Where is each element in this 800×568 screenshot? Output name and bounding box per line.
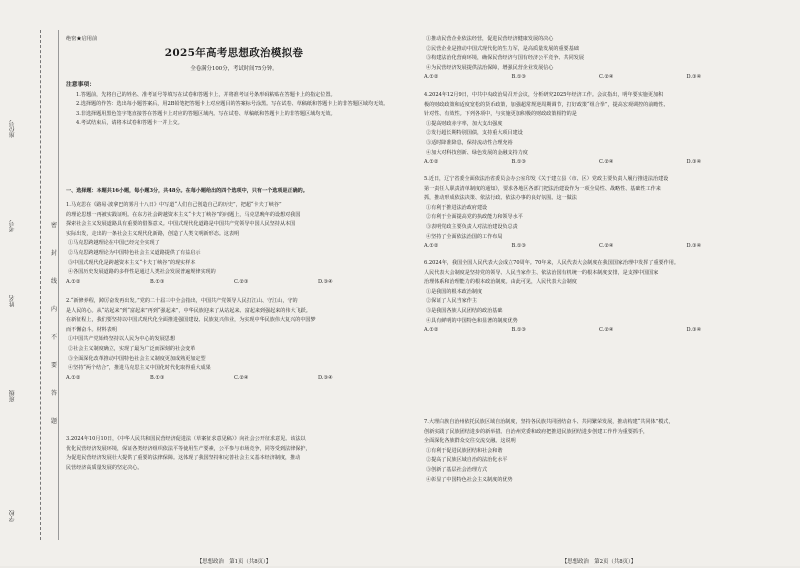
question-line: 3.2024年10月10日，《中华人民共和国民营经济促进法（草案征求意见稿）》向社会公开征求意见。该法以: [66, 436, 306, 442]
option-line: ②社会主义制度确立，实现了最为广泛而深刻的社会变革: [68, 345, 196, 352]
choice: D.③④: [318, 278, 333, 285]
page-footer: 【思想政治 第1页（共8页）】: [196, 559, 272, 565]
seal-char: 封: [50, 250, 57, 257]
seal-char: 内: [50, 306, 57, 313]
name-label: 姓名: [9, 295, 16, 307]
choice: C.②④: [599, 74, 614, 81]
question-line: 全面深化各族群众交往交流交融。这说明: [424, 438, 516, 445]
choice: C.②④: [234, 374, 249, 381]
seal-char: 题: [50, 418, 57, 425]
option-line: ④加大对科技创新、绿色发展的金融支持力度: [426, 149, 528, 156]
question-line: 1.马克思在《路易·波拿巴的雾月十八日》中写道“人们自己创造自己的历史”，把超“卡夫丁峡谷”: [66, 202, 282, 208]
choice: A.①②: [66, 278, 81, 285]
option-line: ③适时降准降息，保持流动性合理充裕: [426, 139, 513, 146]
question-line: 5.近日，辽宁省委全面依法治省委员会办公室印发《关于建立县（市、区）党政主要负责人履行推进法治建设: [424, 176, 669, 182]
choice: D.③④: [686, 74, 702, 81]
choice: B.①③: [150, 278, 165, 285]
answer-choices: [424, 73, 774, 83]
choice: C.②④: [599, 243, 614, 250]
question-line: 7.大理白族自治州依托民族区域自治制度，坚持各民族共同团结奋斗、共同繁荣发展，推动构建“共同体”模式，: [424, 419, 674, 425]
seat-number-label: 座位号: [9, 120, 16, 138]
question-line: 是人民的心。从“站起来”到“富起来”再到“强起来”，中华民族迎来了从站起来、富起来到强起来的伟大飞跃。: [66, 307, 311, 314]
option-line: ②民营企业是推动中国式现代化的生力军，是高质量发展的重要基础: [426, 45, 579, 52]
question-line: 为促进民营经济发展壮大提供了重要的法律保障。这体现了我国坚持和完善社会主义基本经济制度，推动: [66, 455, 301, 462]
choice: A.①②: [424, 243, 439, 250]
seal-char: 要: [50, 362, 57, 369]
question-line: 4.2024年12月9日，中共中央政治局召开会议，分析研究2025年经济工作。会议指出，明年要实施更加积: [424, 92, 664, 98]
answer-choices: [424, 158, 774, 168]
binding-margin: [0, 30, 64, 550]
question-line: 抓，推动形成依法决策、依法行政、依法办事的良好氛围。这一做法: [424, 195, 577, 202]
option-line: ①中国共产党始终坚持以人民为中心的发展思想: [68, 336, 175, 343]
option-line: ①有利于促进民族团结和社会和谐: [426, 447, 503, 454]
instruction-item: 1.答题前，先将自己的姓名、准考证号等填写在试卷和答题卡上，并将准考证号条形码粘贴在答题卡上的指定位置。: [76, 91, 336, 98]
option-line: ③中国式现代化是跨越资本主义“卡夫丁峡谷”的现实样本: [68, 259, 196, 266]
option-line: ④各国历史发展道路的多样性是通过人类社会发展普遍规律实现的: [68, 269, 216, 276]
left-column: [66, 35, 402, 565]
choice: B.①③: [150, 374, 165, 381]
question-5: [424, 175, 774, 252]
option-line: ④坚持“两个结合”，推进马克思主义中国化时代化取得重大成果: [68, 365, 211, 372]
seal-char: 密: [50, 222, 57, 229]
option-line: ②保证了人民当家作主: [426, 298, 477, 305]
instructions: [66, 81, 402, 129]
choice: B.①③: [511, 74, 526, 81]
choice: D.③④: [686, 327, 702, 334]
option-line: ④具有鲜明的中国特色和显著的制度优势: [426, 317, 518, 324]
option-line: ①推动民营企业依法经营，促进民营经济健康发展的决心: [426, 36, 554, 42]
choice: A.①②: [424, 327, 439, 334]
page-footer: 【思想政治 第2页（共8页）】: [561, 559, 637, 565]
question-line: 的理论思想一再被实践证明。在东方社会跨越资本主义“卡夫丁峡谷”的问题上，马克思晚年的设想对我国: [66, 211, 301, 218]
exam-number-label: 考号: [9, 220, 16, 232]
question-line: 治理体系和治理能力的根本政治制度。由此可见，人民代表大会制度: [424, 279, 577, 286]
question-3-options: [424, 35, 774, 83]
choice: A.①②: [424, 74, 439, 81]
option-line: ①马克思跨越理论在中国已经完全实现了: [68, 240, 160, 247]
question-line: 6.2024年，我国全国人民代表大会成立70周年。70年来，人民代表大会制度在我国国家治理中发挥了重要作用。: [424, 260, 679, 266]
question-line: 实际出发，走出的一条社会主义现代化新路，创造了人类文明新形态。这表明: [66, 230, 240, 237]
instruction-item: 2.选择题的作答：选出每小题答案后，用2B铅笔把答题卡上对应题目的答案标号涂黑。写在试卷、草稿纸和答题卡上的非答题区域均无效。: [76, 101, 389, 108]
option-line: ④为民营经济发展提供法治保障，增强民营企业发展信心: [426, 64, 554, 71]
question-line: 极的财政政策和适度宽松的货币政策，加强超常规逆周期调节，打好政策“组合拳”，提高宏观调控的前瞻性、: [424, 101, 669, 108]
seal-char: 不: [50, 334, 57, 341]
choice: C.②④: [599, 327, 614, 334]
question-line: 针对性、有效性。下列各项中，与实施更加积极的财政政策相符的是: [424, 111, 577, 118]
question-line: 民营经济高质量发展的坚定决心。: [66, 464, 143, 471]
question-line: 第一责任人职责清单制度的通知》，要求各地区各部门把法治建设作为一项全局性、战略性、基础性工作来: [424, 185, 661, 192]
seal-char: 线: [50, 278, 57, 285]
question-line: 优化民营经济发展环境，保证各类经济组织依法平等使用生产要素，公平参与市场竞争，同等受到法律保护，: [66, 445, 311, 452]
choice: B.①③: [511, 159, 526, 166]
confidential-tag: 绝密★启用前: [66, 36, 98, 42]
binding-line: [58, 30, 59, 540]
class-label: 班级: [9, 390, 16, 402]
option-line: ②发行超长期特别国债，支持重大项目建设: [426, 130, 523, 137]
choice: C.②④: [599, 159, 614, 166]
instruction-item: 4.考试结束后，请将本试卷和答题卡一并上交。: [76, 120, 183, 127]
answer-choices: [66, 374, 402, 384]
question-4: [424, 91, 774, 168]
answer-choices: [66, 278, 402, 288]
choice: B.①③: [511, 327, 526, 334]
choice: C.②③: [234, 278, 249, 285]
question-7: [424, 418, 774, 485]
option-line: ②有利于全面提高党的执政能力和领导水平: [426, 214, 523, 221]
right-column: [424, 35, 774, 565]
seal-char: 答: [50, 390, 57, 397]
question-3: [66, 435, 402, 473]
question-line: 2.“新修养程，踔厉奋发再出发。”党的二十届三中全会指出，中国共产党领导人民打江山、守江山，守的: [66, 298, 298, 304]
choice: D.③④: [686, 243, 702, 250]
option-line: ①有利于推进法治政府建设: [426, 204, 488, 211]
question-1: [66, 201, 402, 287]
option-line: ④彰显了中国特色社会主义制度的优势: [426, 476, 513, 483]
question-line: 人民代表大会制度是坚持党的领导、人民当家作主、依法治国有机统一的根本制度安排，是支撑中国国家: [424, 269, 659, 276]
question-line: 而不懈奋斗。材料表明: [66, 326, 117, 333]
exam-subtitle: 全卷满分100分，考试时间75分钟。: [190, 66, 278, 72]
option-line: ②提高了民族区域自治的法治化水平: [426, 457, 508, 464]
option-line: ①是我国的根本政治制度: [426, 288, 483, 295]
option-line: ③全面深化改革推动中国特色社会主义制度更加成熟更加定型: [68, 355, 206, 362]
option-line: ②马克思跨越理论为中国特色社会主义道路提供了有益启示: [68, 249, 201, 256]
option-line: ③创新了基层社会治理方式: [426, 466, 488, 473]
exam-title: 2025年高考思想政治模拟卷: [164, 47, 304, 59]
choice: A.①②: [66, 374, 81, 381]
school-label: 学校: [9, 510, 16, 522]
instruction-item: 3.非选择题用黑色签字笔直接答在答题卡上对应的答题区域内。写在试卷、草稿纸和答题卡上的非答题区域均无效。: [76, 110, 336, 117]
question-6: [424, 259, 774, 336]
option-line: ④坚持了全面依法治国的工作布局: [426, 233, 503, 240]
dashed-line: [40, 30, 41, 540]
question-line: 在新征程上，我们要坚持以中国式现代化全面推进强国建设、民族复兴伟业，为实现中华民族伟大复兴的中国梦: [66, 317, 316, 324]
option-line: ③表明党政主要负责人对法治建设负总责: [426, 223, 518, 230]
choice: D.③④: [686, 159, 702, 166]
section-heading: 一、选择题：本题共16小题，每小题3分，共48分。在每小题给出的四个选项中，只有一个选项是正确的。: [66, 188, 308, 194]
answer-choices: [424, 326, 774, 336]
choice: B.①③: [511, 243, 526, 250]
option-line: ③构建法治化营商环境，确保民营经济与国有经济公平竞争、共同发展: [426, 55, 584, 62]
option-line: ③是我国各族人民团结的政治基础: [426, 307, 503, 314]
answer-choices: [424, 242, 774, 252]
choice: D.③④: [318, 374, 333, 381]
question-2: [66, 297, 402, 383]
instructions-heading: 注意事项：: [66, 82, 95, 88]
question-line: 创新实践了民族团结进步的新举措。自治州党委和政府把推进民族团结进步创建工作作为重要抓手，: [424, 428, 649, 435]
option-line: ①提高财政赤字率，加大支出强度: [426, 120, 503, 127]
choice: A.①②: [424, 159, 439, 166]
question-line: 探索社会主义发展道路具有重要的借鉴意义。中国式现代化道路是中国共产党领导中国人民坚持从本国: [66, 221, 296, 228]
